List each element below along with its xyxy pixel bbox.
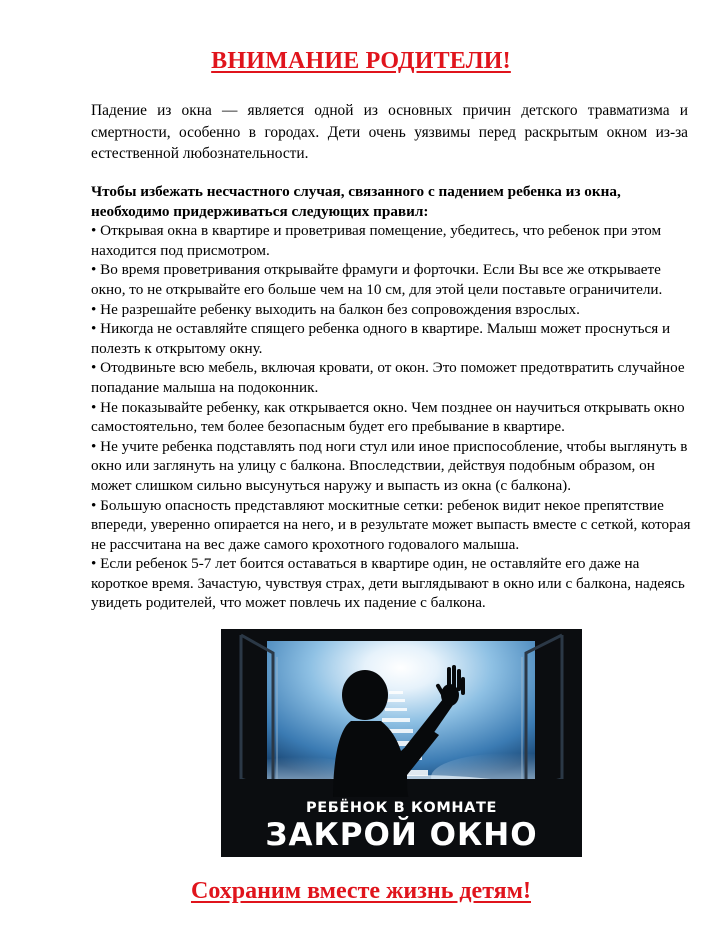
rules-section <box>91 182 691 613</box>
intro-paragraph: Падение из окна — является одной из основных причин детского травматизма и смертности, особенно в городах. Дети очень уязвимы перед раскрытым окном из-за естественной любознательности. <box>91 102 688 162</box>
rule-item-7: • Не учите ребенка подставлять под ноги стул или иное приспособление, чтобы выглянуть в окно или заглянуть на улицу с балкона. Впоследствии, действуя подобным образом, он может слишком сильно высунуться наружу и выпасть из окна (с балкона). <box>91 437 688 494</box>
poster-image <box>221 629 582 857</box>
rule-item-9: • Если ребенок 5-7 лет боится оставаться в квартире один, не оставляйте его даже на короткое время. Зачастую, чувствуя страх, дети выглядывают в окно или с балкона, надеясь увидеть родителей, что может повлечь их падение с балкона. <box>91 555 685 612</box>
rule-item-8: • Большую опасность представляют москитные сетки: ребенок видит некое препятствие впереди, уверенно опирается на него, и в результате может выпасть вместе с сеткой, которая не рассчитана на вес даже самого крохотного годовалого малыша. <box>91 496 691 553</box>
rules-heading: Чтобы избежать несчастного случая, связанного с падением ребенка из окна, необходимо придерживаться следующих правил: <box>91 183 621 220</box>
rule-item-2: • Во время проветривания открывайте фрамуги и форточки. Если Вы все же открываете окно, то не открывайте его больше чем на 10 см, для этой цели поставьте ограничители. <box>91 261 663 298</box>
rule-item-4: • Никогда не оставляйте спящего ребенка одного в квартире. Малыш может проснуться и полезть к открытому окну. <box>91 320 671 357</box>
poster-caption-small: РЕБЁНОК В КОМНАТЕ <box>306 800 497 816</box>
closing-slogan: Сохраним вместе жизнь детям! <box>190 878 531 904</box>
rule-item-6: • Не показывайте ребенку, как открывается окно. Чем позднее он научиться открывать окно самостоятельно, тем более безопасным будет его пребывание в квартире. <box>91 398 685 436</box>
rule-item-3: • Не разрешайте ребенку выходить на балкон без сопровождения взрослых. <box>91 300 580 318</box>
page-title: ВНИМАНИЕ РОДИТЕЛИ! <box>211 48 511 74</box>
poster-caption-big: ЗАКРОЙ ОКНО <box>265 817 538 853</box>
rule-item-5: • Отодвиньте всю мебель, включая кровати, от окон. Это поможет предотвратить случайное попадание малыша на подоконник. <box>91 359 685 396</box>
rule-item-1: • Открывая окна в квартире и проветривая помещение, убедитесь, что ребенок при этом находится под присмотром. <box>91 222 662 259</box>
